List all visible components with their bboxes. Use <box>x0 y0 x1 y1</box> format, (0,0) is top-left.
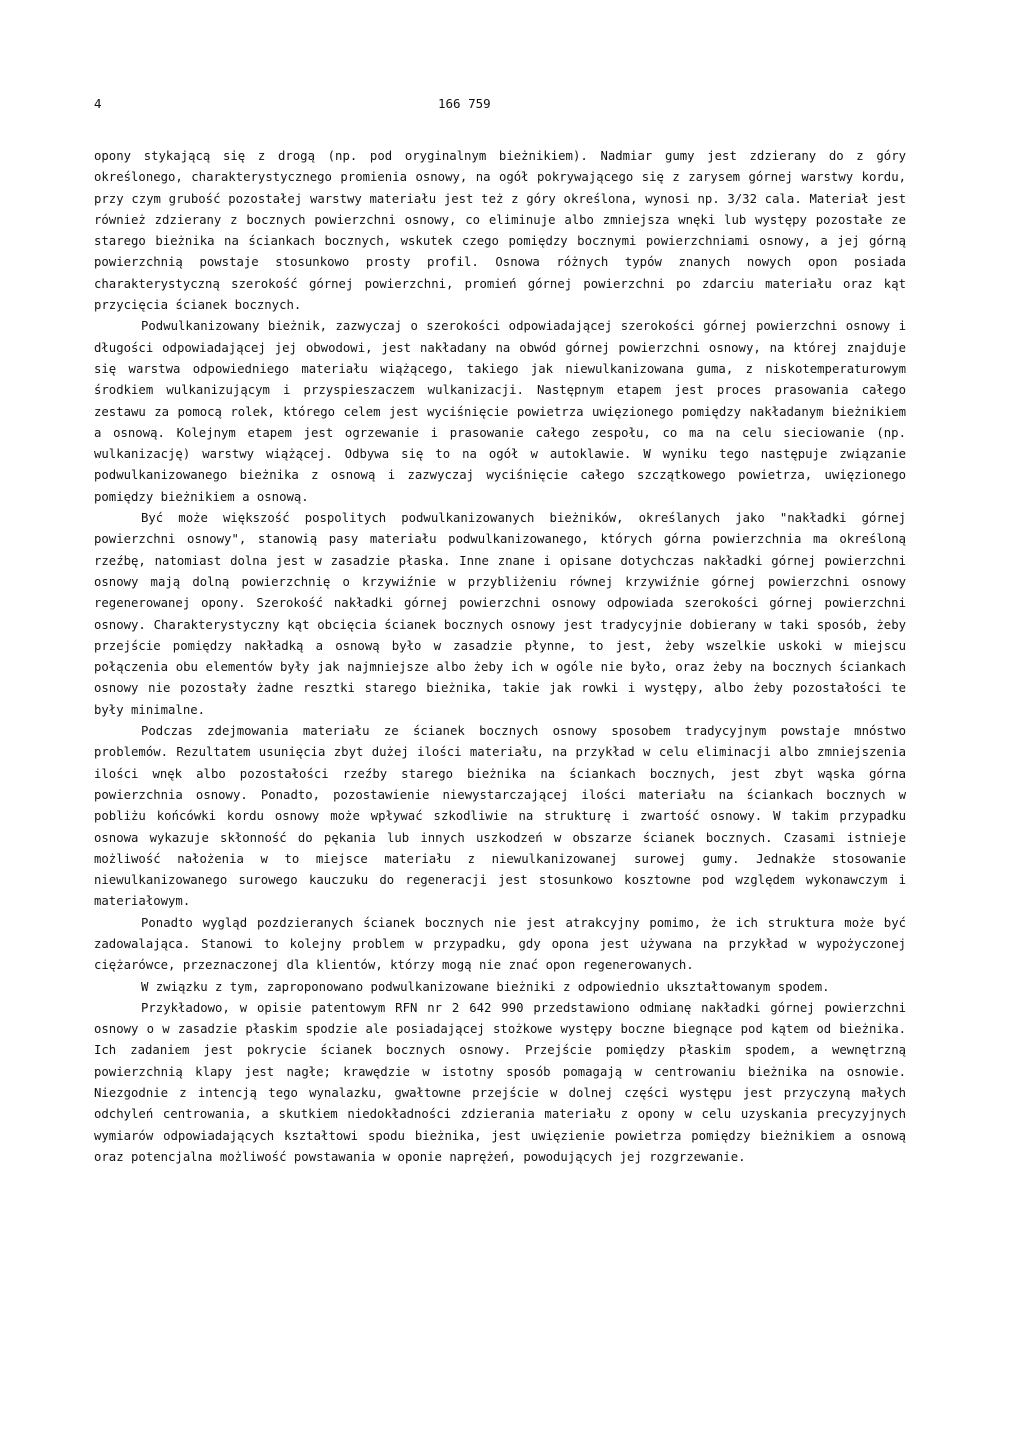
paragraph: Podczas zdejmowania materiału ze ścianek bocznych osnowy sposobem tradycyjnym powstaje mnóstwo problemów. Rezultatem usunięcia zbyt dużej ilości materiału, na przykład w celu eliminacji albo zmniejszenia ilości wnęk albo pozostałości rzeźby starego bieżnika na ściankach bocznych, jest zbyt wąska górna powierzchnia osnowy. Ponadto, pozostawienie niewystarczającej ilości materiału na ściankach bocznych w pobliżu końcówki kordu osnowy może wpływać szkodliwie na strukturę i zwartość osnowy. W takim przypadku osnowa wykazuje skłonność do pękania lub innych uszkodzeń w obszarze ścianek bocznych. Czasami istnieje możliwość nałożenia w to miejsce materiału z niewulkanizowanej surowej gumy. Jednakże stosowanie niewulkanizowanego surowego kauczuku do regeneracji jest stosunkowo kosztowne pod względem wykonawczym i materiałowym. <box>94 724 906 909</box>
paragraph: Ponadto wygląd pozdzieranych ścianek bocznych nie jest atrakcyjny pomimo, że ich struktura może być zadowalająca. Stanowi to kolejny problem w przypadku, gdy opona jest używana na przykład w wypożyczonej ciężarówce, przeznaczonej dla klientów, którzy mogą nie znać opon regenerowanych. <box>94 915 906 973</box>
page-number: 4 <box>94 96 102 111</box>
paragraph: W związku z tym, zaproponowano podwulkanizowane bieżniki z odpowiednio ukształtowanym spodem. <box>141 979 830 994</box>
paragraph: Podwulkanizowany bieżnik, zazwyczaj o szerokości odpowiadającej szerokości górnej powierzchni osnowy i długości odpowiadającej jej obwodowi, jest nakładany na obwód górnej powierzchni osnowy, na której znajduje się warstwa odpowiedniego materiału wiążącego, takiego jak niewulkanizowana guma, z niskotemperaturowym środkiem wulkanizującym i przyspieszaczem wulkanizacji. Następnym etapem jest proces prasowania całego zestawu za pomocą rolek, którego celem jest wyciśnięcie powietrza uwięzionego pomiędzy nakładanym bieżnikiem a osnową. Kolejnym etapem jest ogrzewanie i prasowanie całego zespołu, co ma na celu sieciowanie (np. wulkanizację) warstwy wiążącej. Odbywa się to na ogół w autoklawie. W wyniku tego następuje związanie podwulkanizowanego bieżnika z osnową i zazwyczaj wyciśnięcie całego szczątkowego powietrza, uwięzionego pomiędzy bieżnikiem a osnową. <box>94 319 906 504</box>
paragraph: Być może większość pospolitych podwulkanizowanych bieżników, określanych jako "nakładki górnej powierzchni osnowy", stanowią pasy materiału podwulkanizowanego, których górna powierzchnia ma określoną rzeźbę, natomiast dolna jest w zasadzie płaska. Inne znane i opisane dotychczas nakładki górnej powierzchni osnowy mają dolną powierzchnię o krzywiźnie w przybliżeniu równej krzywiźnie górnej powierzchni osnowy regenerowanej opony. Szerokość nakładki górnej powierzchni osnowy odpowiada szerokości górnej powierzchni osnowy. Charakterystyczny kąt obcięcia ścianek bocznych osnowy jest tradycyjnie dobierany w taki sposób, żeby przejście pomiędzy nakładką a osnową było w zasadzie płynne, to jest, żeby wszelkie uskoki w miejscu połączenia obu elementów były jak najmniejsze albo żeby ich w ogóle nie było, oraz żeby na bocznych ściankach osnowy nie pozostały żadne resztki starego bieżnika, takie jak rowki i występy, albo żeby pozostałości te były minimalne. <box>94 511 906 717</box>
paragraph: Przykładowo, w opisie patentowym RFN nr 2 642 990 przedstawiono odmianę nakładki górnej powierzchni osnowy o w zasadzie płaskim spodzie ale posiadającej stożkowe występy boczne biegnące pod kątem od bieżnika. Ich zadaniem jest pokrycie ścianek bocznych osnowy. Przejście pomiędzy płaskim spodem, a wewnętrzną powierzchnią klapy jest nagłe; krawędzie w istotny sposób pomagają w centrowaniu bieżnika na osnowie. Niezgodnie z intencją tego wynalazku, gwałtowne przejście w dolnej części występu jest przyczyną małych odchyleń centrowania, a skutkiem niedokładności zdzierania materiału z opony w celu uzyskania precyzyjnych wymiarów odpowiadających kształtowi spodu bieżnika, jest uwięzienie powietrza pomiędzy bieżnikiem a osnową oraz potencjalna możliwość powstawania w oponie naprężeń, powodujących jej rozgrzewanie. <box>94 1000 906 1164</box>
patent-number: 166 759 <box>438 96 491 111</box>
body-text <box>94 146 906 1168</box>
paragraph: opony stykającą się z drogą (np. pod oryginalnym bieżnikiem). Nadmiar gumy jest zdzierany do z góry określonego, charakterystycznego promienia osnowy, na ogół pokrywającego się z zarysem górnej warstwy kordu, przy czym grubość pozostałej warstwy materiału jest też z góry określona, wynosi np. 3/32 cala. Materiał jest również zdzierany z bocznych powierzchni osnowy, co eliminuje albo zmniejsza wnęki lub występy pozostałe ze starego bieżnika na ściankach bocznych, wskutek czego pomiędzy bocznymi powierzchniami osnowy, a jej górną powierzchnią powstaje stosunkowo prosty profil. Osnowa różnych typów znanych nowych opon posiada charakterystyczną szerokość górnej powierzchni, promień górnej powierzchni po zdarciu materiału oraz kąt przycięcia ścianek bocznych. <box>94 149 906 313</box>
